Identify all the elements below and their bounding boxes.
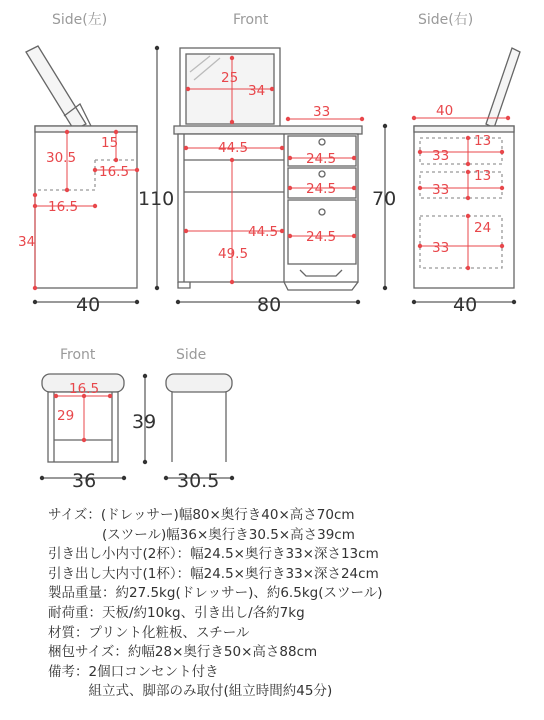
- stool-side-view: [166, 374, 232, 462]
- dim-stool-depth: 30.5: [177, 470, 220, 492]
- dim-side-left-16-5b: 16.5: [48, 199, 79, 215]
- dim-stool-16-5: 16.5: [69, 381, 100, 397]
- dim-side-right-33b: 33: [432, 182, 450, 198]
- dim-side-right-24: 24: [474, 220, 492, 236]
- spec-line: 耐荷重：天板/約10kg、引き出し/各約7kg: [48, 604, 305, 621]
- dim-front-34: 34: [248, 83, 266, 99]
- dim-side-left-30-5: 30.5: [46, 150, 77, 166]
- spec-line: (スツール)幅36×奥行き30.5×高さ39cm: [48, 526, 355, 543]
- dim-front-25: 25: [221, 70, 239, 86]
- dim-front-44-5b: 44.5: [248, 224, 279, 240]
- dim-side-right-13b: 13: [474, 168, 492, 184]
- dim-side-right-33a: 33: [432, 148, 450, 164]
- dim-front-24-5b: 24.5: [306, 181, 337, 197]
- dim-stool-width: 36: [72, 470, 97, 492]
- spec-line: サイズ：(ドレッサー)幅80×奥行き40×高さ70cm: [48, 507, 355, 523]
- dim-stool-height: 39: [132, 411, 157, 433]
- view-label-stool-side: Side: [176, 347, 207, 363]
- dim-side-left-16-5a: 16.5: [99, 164, 130, 180]
- dim-side-right-13a: 13: [474, 133, 492, 149]
- spec-line: 梱包サイズ：約幅28×奥行き50×高さ88cm: [48, 644, 318, 661]
- dim-front-44-5a: 44.5: [218, 140, 249, 156]
- spec-line: 備考：2個口コンセント付き: [48, 663, 219, 680]
- dim-side-left-34: 34: [18, 234, 36, 250]
- dim-side-right-33c: 33: [432, 240, 450, 256]
- spec-line: 引き出し大内寸(1杯）：幅24.5×奥行き33×深さ24cm: [48, 565, 379, 582]
- dim-side-right-width: 40: [453, 294, 478, 316]
- dim-front-height: 110: [138, 188, 175, 210]
- spec-line: 引き出し小内寸(2杯）：幅24.5×奥行き33×深さ13cm: [48, 546, 379, 563]
- dim-front-height-right: 70: [372, 188, 397, 210]
- view-label-side-left: Side(左): [52, 12, 108, 28]
- dim-front-49-5: 49.5: [218, 246, 249, 262]
- spec-list: [48, 506, 528, 702]
- dim-side-right-40: 40: [436, 103, 454, 119]
- spec-line: 組立式、脚部のみ取付(組立時間約45分): [48, 683, 333, 700]
- dresser-side-right-view: [414, 48, 520, 288]
- dim-side-left-width: 40: [76, 294, 101, 316]
- view-label-side-right: Side(右): [418, 12, 474, 28]
- spec-line: 材質：プリント化粧板、スチール: [48, 624, 250, 641]
- dim-stool-29: 29: [57, 408, 75, 424]
- dim-front-24-5a: 24.5: [306, 151, 337, 167]
- view-label-stool-front: Front: [60, 347, 96, 363]
- dim-front-33: 33: [313, 104, 331, 120]
- dim-front-width: 80: [257, 294, 282, 316]
- dim-side-left-15: 15: [101, 135, 119, 151]
- view-label-front: Front: [233, 12, 269, 28]
- spec-line: 製品重量：約27.5kg(ドレッサー)、約6.5kg(スツール): [48, 585, 383, 602]
- dresser-front-view: [174, 48, 362, 290]
- dim-front-24-5c: 24.5: [306, 229, 337, 245]
